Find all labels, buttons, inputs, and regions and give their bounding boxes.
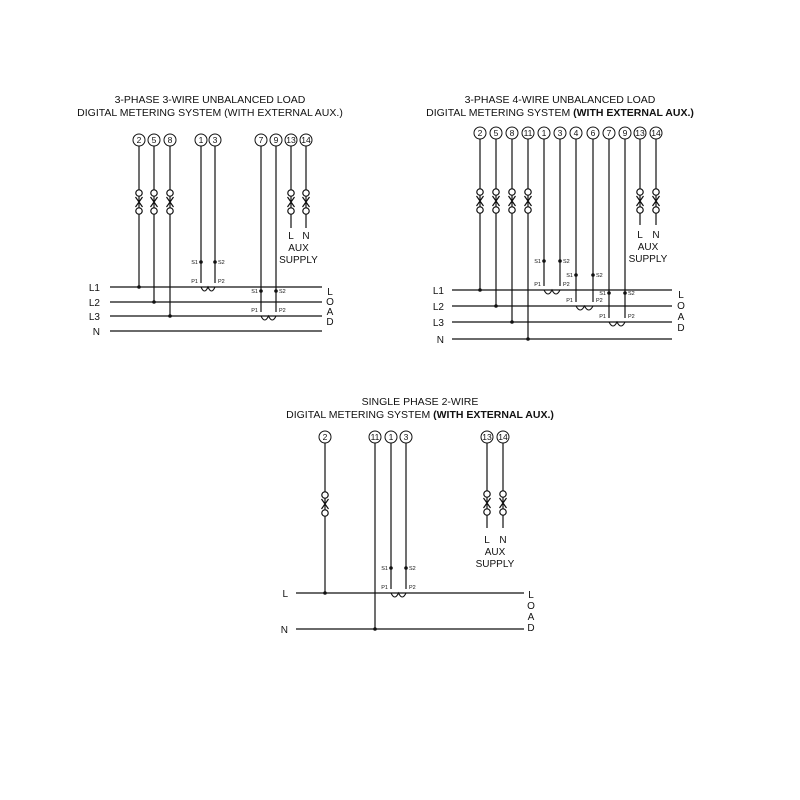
d2-junction-11 — [526, 337, 530, 341]
d1-junction-5 — [152, 300, 156, 304]
d2-line-label-l1: L1 — [432, 286, 444, 297]
d1-terminal-1-label: 1 — [198, 135, 204, 145]
d2-line-label-n: N — [436, 335, 444, 346]
d2-terminal-2-label: 2 — [477, 128, 483, 138]
d1-ct-l1-s1: S1 — [191, 260, 198, 266]
d2-terminal-1-label: 1 — [541, 128, 547, 138]
d3-ct-l-p2: P2 — [409, 585, 416, 591]
d3-terminal-2-label: 2 — [322, 432, 328, 442]
d1-ct-l1-p1: P1 — [191, 279, 198, 285]
d3-line-label-n: N — [280, 625, 288, 636]
d1-fuse-5-top — [151, 190, 157, 196]
d2-load-d-3: D — [677, 323, 685, 334]
d1-load-a-2: A — [326, 307, 334, 318]
d1-ct-l3-s1: S1 — [251, 289, 258, 295]
d2-fuse-14-bottom — [653, 207, 659, 213]
d3-aux-n: N — [499, 535, 507, 546]
d2-ct-0-p1: P1 — [534, 282, 541, 288]
d2-terminal-3-label: 3 — [557, 128, 563, 138]
d3-ct-l-s2-dot — [404, 566, 408, 570]
d1-line-label-n: N — [92, 327, 100, 338]
diagram-3-title-line2: DIGITAL METERING SYSTEM (WITH EXTERNAL AUX.) — [286, 409, 554, 421]
d3-line-label-l: L — [282, 589, 288, 600]
d3-ct-l-p1: P1 — [381, 585, 388, 591]
d2-ct-0-s1-dot — [542, 259, 546, 263]
d1-junction-2 — [137, 285, 141, 289]
d1-line-label-l3: L3 — [88, 312, 100, 323]
d3-ct-l-s2: S2 — [409, 566, 416, 572]
d2-line-label-l3: L3 — [432, 318, 444, 329]
d1-ct-l1-s1-dot — [199, 260, 203, 264]
d1-ct-l1-s2: S2 — [218, 260, 225, 266]
d1-terminal-14-label: 14 — [301, 135, 311, 145]
d1-terminal-8-label: 8 — [167, 135, 173, 145]
d2-fuse-13-top — [637, 189, 643, 195]
d2-fuse-5-bottom — [493, 207, 499, 213]
d2-ct-1-s2-dot — [591, 273, 595, 277]
d3-terminal-11-label: 11 — [370, 432, 380, 442]
d1-terminal-5-label: 5 — [151, 135, 157, 145]
d2-terminal-7-label: 7 — [606, 128, 612, 138]
d2-ct-2-p1: P1 — [599, 314, 606, 320]
d1-fuse-13-bottom — [288, 208, 294, 214]
d2-ct-0-s1: S1 — [534, 259, 541, 265]
d1-load-o-1: O — [326, 297, 334, 308]
d2-ct-0-s2: S2 — [563, 259, 570, 265]
d2-ct-1-s1: S1 — [566, 273, 573, 279]
d1-load-d-3: D — [326, 317, 334, 328]
d1-fuse-2-bottom — [136, 208, 142, 214]
d2-fuse-8-top — [509, 189, 515, 195]
d2-ct-2-s2-dot — [623, 291, 627, 295]
d3-fuse-13-bottom — [484, 509, 490, 515]
d3-terminal-3-label: 3 — [403, 432, 409, 442]
d3-aux-l: L — [484, 535, 490, 546]
d2-ct-0-p2: P2 — [563, 282, 570, 288]
d1-fuse-14-top — [303, 190, 309, 196]
d2-ct-2-p2: P2 — [628, 314, 635, 320]
d1-fuse-8-top — [167, 190, 173, 196]
d2-fuse-5-top — [493, 189, 499, 195]
d3-fuse-2-bottom — [322, 510, 328, 516]
d3-load-o-1: O — [527, 601, 535, 612]
d1-ct-l3-p2: P2 — [279, 308, 286, 314]
d1-ct-l1-s2-dot — [213, 260, 217, 264]
d2-terminal-6-label: 6 — [590, 128, 596, 138]
d2-aux-l: L — [637, 230, 643, 241]
d2-terminal-11-label: 11 — [523, 128, 533, 138]
d1-aux-l: L — [288, 231, 294, 242]
d2-fuse-2-bottom — [477, 207, 483, 213]
d2-fuse-2-top — [477, 189, 483, 195]
d3-fuse-13-top — [484, 491, 490, 497]
d3-fuse-2-top — [322, 492, 328, 498]
diagram-2-title-line1: 3-PHASE 4-WIRE UNBALANCED LOAD — [464, 94, 656, 106]
d3-terminal-14-label: 14 — [498, 432, 508, 442]
d2-terminal-5-label: 5 — [493, 128, 499, 138]
d2-line-label-l2: L2 — [432, 302, 444, 313]
d1-ct-l3-s2-dot — [274, 289, 278, 293]
d1-fuse-5-bottom — [151, 208, 157, 214]
d2-aux-supply: SUPPLY — [628, 254, 668, 265]
d1-terminal-9-label: 9 — [273, 135, 279, 145]
d3-ct-l-s1: S1 — [381, 566, 388, 572]
d2-fuse-13-bottom — [637, 207, 643, 213]
d2-terminal-9-label: 9 — [622, 128, 628, 138]
d2-terminal-14-label: 14 — [651, 128, 661, 138]
diagram-three-phase-4-wire — [433, 127, 685, 346]
d2-fuse-11-bottom — [525, 207, 531, 213]
diagram-2-title-line2: DIGITAL METERING SYSTEM (WITH EXTERNAL AUX.) — [426, 107, 694, 119]
diagram-single-phase-2-wire — [281, 431, 535, 636]
d3-fuse-14-bottom — [500, 509, 506, 515]
d2-ct-1-s1-dot — [574, 273, 578, 277]
d1-ct-l3-s2: S2 — [279, 289, 286, 295]
d1-fuse-14-bottom — [303, 208, 309, 214]
d2-aux-label: AUX — [637, 242, 659, 253]
diagram-1-title-line1: 3-PHASE 3-WIRE UNBALANCED LOAD — [114, 94, 306, 106]
d1-ct-l3-p1: P1 — [251, 308, 258, 314]
d2-fuse-8-bottom — [509, 207, 515, 213]
d2-terminal-8-label: 8 — [509, 128, 515, 138]
d3-junction-2 — [323, 591, 327, 595]
d3-junction-11 — [373, 627, 377, 631]
d2-ct-1-p1: P1 — [566, 298, 573, 304]
d2-ct-1-p2: P2 — [596, 298, 603, 304]
d2-ct-2-s1-dot — [607, 291, 611, 295]
d1-ct-l1-p2: P2 — [218, 279, 225, 285]
d1-aux-label: AUX — [288, 243, 309, 254]
d1-fuse-13-top — [288, 190, 294, 196]
d2-ct-1-s2: S2 — [596, 273, 603, 279]
d2-terminal-13-label: 13 — [635, 128, 645, 138]
diagram-1-title-line2: DIGITAL METERING SYSTEM (WITH EXTERNAL AUX.) — [77, 107, 343, 119]
d2-fuse-14-top — [653, 189, 659, 195]
d2-ct-2-s1: S1 — [599, 291, 606, 297]
d1-line-label-l2: L2 — [88, 298, 100, 309]
d1-terminal-13-label: 13 — [286, 135, 296, 145]
d2-junction-2 — [478, 288, 482, 292]
d3-fuse-14-top — [500, 491, 506, 497]
d2-ct-0-s2-dot — [558, 259, 562, 263]
d3-load-d-3: D — [527, 623, 535, 634]
d2-junction-8 — [510, 320, 514, 324]
d1-terminal-7-label: 7 — [258, 135, 264, 145]
d1-aux-supply: SUPPLY — [279, 255, 318, 266]
d3-load-l-0: L — [528, 590, 534, 601]
d1-fuse-8-bottom — [167, 208, 173, 214]
d3-ct-l-s1-dot — [389, 566, 393, 570]
d1-ct-l3-s1-dot — [259, 289, 263, 293]
d2-load-o-1: O — [677, 301, 685, 312]
diagram-3-title-line1: SINGLE PHASE 2-WIRE — [361, 396, 479, 408]
d3-terminal-13-label: 13 — [482, 432, 492, 442]
d2-terminal-4-label: 4 — [573, 128, 579, 138]
d3-terminal-1-label: 1 — [388, 432, 394, 442]
d1-terminal-2-label: 2 — [136, 135, 142, 145]
d3-aux-label: AUX — [484, 547, 506, 558]
d2-ct-2-s2: S2 — [628, 291, 635, 297]
d3-load-a-2: A — [527, 612, 535, 623]
d1-junction-8 — [168, 314, 172, 318]
diagram-three-phase-3-wire — [89, 134, 334, 338]
d1-load-l-0: L — [327, 287, 333, 298]
d1-terminal-3-label: 3 — [212, 135, 218, 145]
d2-junction-5 — [494, 304, 498, 308]
d3-aux-supply: SUPPLY — [475, 559, 515, 570]
d1-line-label-l1: L1 — [88, 283, 100, 294]
d1-fuse-2-top — [136, 190, 142, 196]
d2-aux-n: N — [652, 230, 660, 241]
d1-aux-n: N — [302, 231, 310, 242]
d2-fuse-11-top — [525, 189, 531, 195]
d2-load-l-0: L — [678, 290, 684, 301]
d2-load-a-2: A — [677, 312, 685, 323]
